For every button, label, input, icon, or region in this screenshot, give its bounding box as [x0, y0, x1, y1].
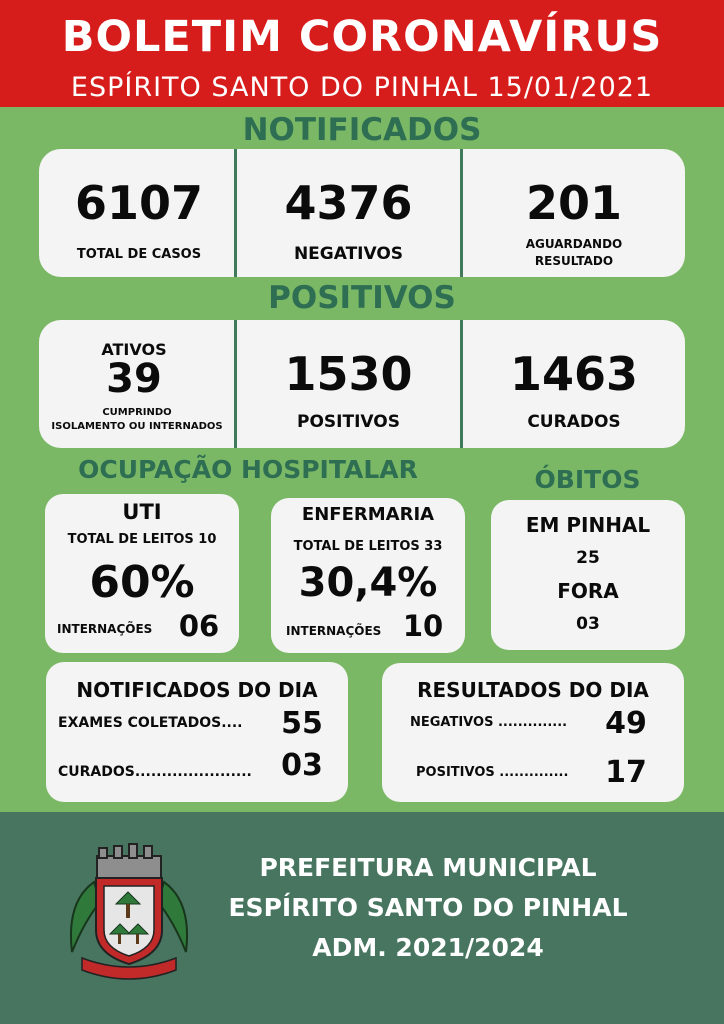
active-value: 39	[106, 356, 162, 402]
active-note-line1: CUMPRINDO	[102, 407, 172, 418]
active-label: ATIVOS	[101, 340, 167, 359]
ward-beds: TOTAL DE LEITOS 33	[293, 539, 443, 554]
active-note-line2: ISOLAMENTO OU INTERNADOS	[51, 421, 223, 432]
awaiting-label	[463, 236, 685, 270]
negative-label: NEGATIVOS	[293, 244, 404, 264]
daily-results-title: RESULTADOS DO DIA	[417, 678, 649, 702]
positive-label: POSITIVOS	[297, 412, 400, 432]
total-cases-value: 6107	[74, 176, 204, 230]
deaths-card	[491, 500, 685, 650]
footer-line3: ADM. 2021/2024	[312, 933, 544, 962]
ward-title: ENFERMARIA	[301, 504, 435, 525]
daily-exams-value: 55	[281, 706, 323, 741]
recovered-value: 1463	[509, 347, 639, 401]
ward-percent: 30,4%	[298, 560, 438, 606]
daily-exams-label: EXAMES COLETADOS....	[58, 715, 243, 731]
total-cases-label: TOTAL DE CASOS	[76, 247, 202, 262]
uti-title: UTI	[122, 500, 162, 524]
daily-recovered-value: 03	[281, 748, 323, 783]
uti-admissions-label: INTERNAÇÕES	[57, 622, 153, 636]
uti-beds: TOTAL DE LEITOS 10	[67, 532, 217, 547]
bulletin-title: BOLETIM CORONAVÍRUS	[61, 12, 663, 62]
deaths-outside-label: FORA	[557, 579, 619, 603]
header-banner	[0, 0, 724, 107]
daily-positive-value: 17	[605, 755, 647, 790]
section-notificados-heading: NOTIFICADOS	[242, 112, 482, 148]
municipal-crest-logo	[64, 842, 194, 982]
ward-card	[271, 498, 465, 653]
daily-negative-value: 49	[605, 706, 647, 741]
daily-results-card	[382, 663, 684, 802]
uti-admissions-value: 06	[178, 609, 220, 643]
bulletin-subtitle: ESPÍRITO SANTO DO PINHAL 15/01/2021	[70, 72, 654, 103]
footer	[0, 812, 724, 1024]
notificados-card	[39, 149, 685, 277]
awaiting-value: 201	[525, 176, 623, 230]
positive-value: 1530	[284, 347, 413, 401]
daily-positive-label: POSITIVOS ..............	[416, 765, 569, 780]
section-ocupacao-heading: OCUPAÇÃO HOSPITALAR	[78, 455, 418, 484]
deaths-local-value: 25	[576, 548, 600, 568]
daily-notified-card	[46, 662, 348, 802]
deaths-local-label: EM PINHAL	[525, 513, 651, 537]
daily-negative-label: NEGATIVOS ..............	[410, 715, 568, 730]
awaiting-label-line1: AGUARDANDO	[525, 237, 623, 251]
footer-line2: ESPÍRITO SANTO DO PINHAL	[228, 893, 628, 922]
footer-line1: PREFEITURA MUNICIPAL	[259, 853, 597, 882]
awaiting-label-line2: RESULTADO	[534, 254, 614, 268]
deaths-outside-value: 03	[576, 614, 600, 634]
positivos-card	[39, 320, 685, 448]
uti-percent: 60%	[89, 557, 195, 608]
recovered-label: CURADOS	[527, 412, 621, 432]
active-note	[39, 406, 235, 434]
daily-recovered-label: CURADOS......................	[58, 764, 252, 780]
ward-admissions-label: INTERNAÇÕES	[286, 624, 382, 638]
negative-value: 4376	[284, 176, 413, 230]
ward-admissions-value: 10	[402, 609, 444, 643]
section-positivos-heading: POSITIVOS	[268, 280, 456, 316]
uti-card	[45, 494, 239, 653]
section-obitos-heading: ÓBITOS	[534, 465, 641, 494]
daily-notified-title: NOTIFICADOS DO DIA	[76, 678, 318, 702]
